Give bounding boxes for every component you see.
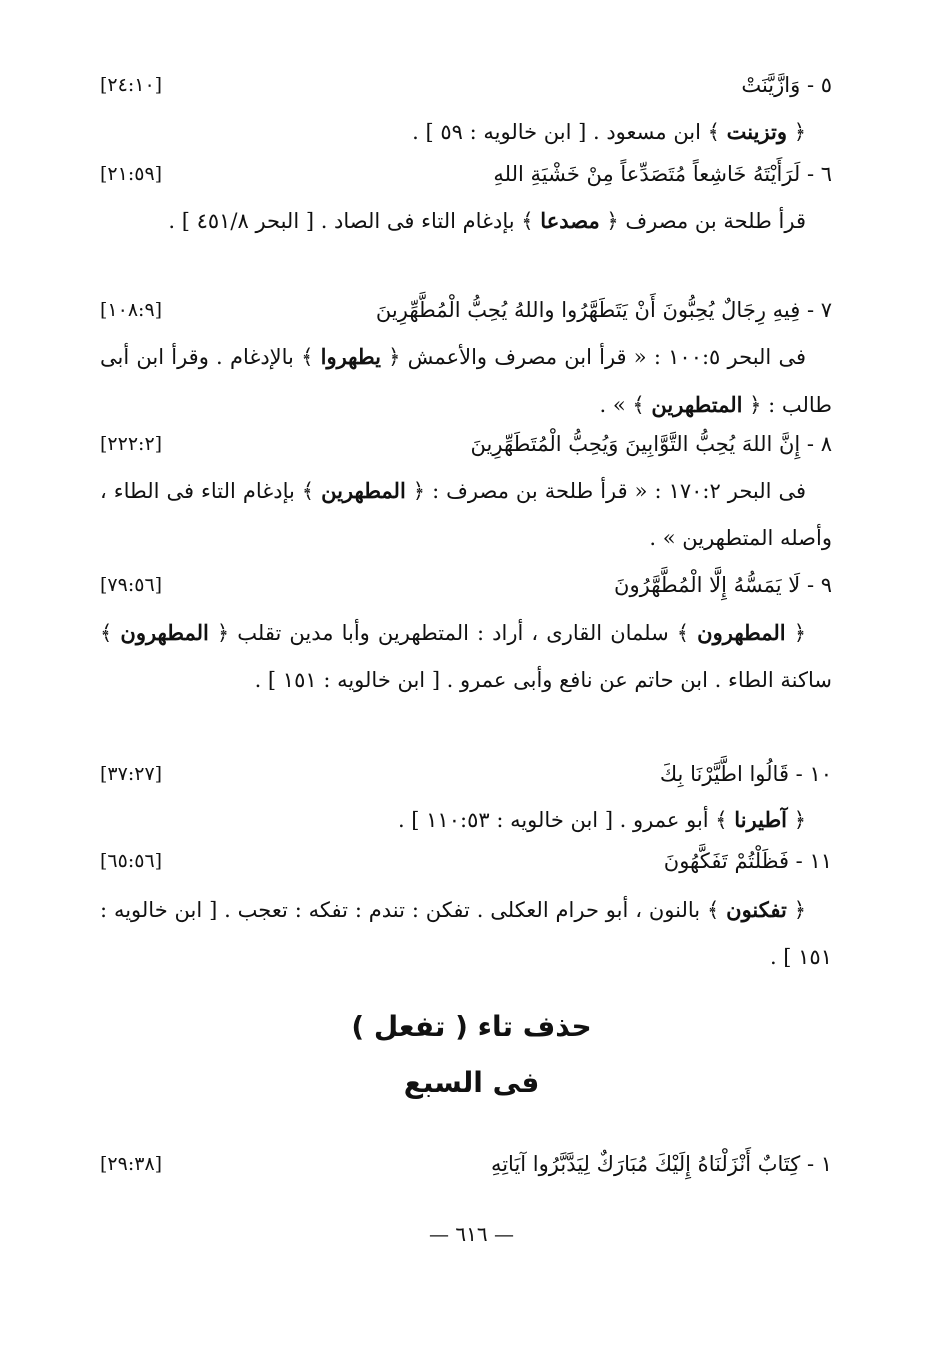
note-9: ﴿ المطهرون ﴾ سلمان القارى ، أراد : المتطهرين وأبا مدين تقلب ﴿ المطهرون ﴾ ساكنة الطاء . ابن حاتم عن نافع وأبى عمرو . [ ابن خالويه : ١٥١ ] .	[100, 620, 832, 692]
verse-line-7	[100, 288, 832, 332]
verse-text: ٧ - فِيهِ رِجَالٌ يُحِبُّونَ أَنْ يَتَطَهَّرُوا واللهُ يُحِبُّ الْمُطَّهِّرِينَ	[375, 298, 832, 322]
note-8: فى البحر ١٧٠:٢ : « قرأ طلحة بن مصرف : ﴿ المطهرين ﴾ بإدغام التاء فى الطاء ، وأصله المتطهرين » .	[100, 478, 832, 550]
note-6: قرأ طلحة بن مصرف ﴿ مصدعا ﴾ بإدغام التاء فى الصاد . [ البحر ٤٥١/٨ ] .	[168, 208, 806, 233]
verse-text: ٩ - لَا يَمَسُّهُ إِلَّا الْمُطَّهَّرُونَ	[614, 573, 832, 597]
verse-reference: [٢٢٢:٢]	[100, 433, 163, 455]
section-subtitle: فى السبع	[403, 1066, 540, 1099]
verse-line-8	[100, 422, 832, 466]
verse-text: ١ - كِتَابٌ أَنْزَلْنَاهُ إِلَيْكَ مُبَارَكٌ لِيَدَّبَّرُوا آيَاتِهِ	[490, 1152, 832, 1176]
verse-text: ٦ - لَرَأَيْتَهُ خَاشِعاً مُتَصَدِّعاً مِنْ خَشْيَةِ اللهِ	[493, 162, 832, 186]
note-10: ﴿ آطيرنا ﴾ أبو عمرو . [ ابن خالويه : ١١٠:٥٣ ] .	[397, 807, 806, 832]
verse-text: ٨ - إِنَّ اللهَ يُحِبُّ التَّوَّابِينَ وَيُحِبُّ الْمُتَطَهِّرِينَ	[470, 432, 832, 456]
verse-reference: [٢٩:٣٨]	[100, 1153, 163, 1175]
verse-reference: [٢٤:١٠]	[100, 74, 163, 96]
verse-reference: [٦٥:٥٦]	[100, 850, 163, 872]
verse-reference: [٧٩:٥٦]	[100, 574, 163, 596]
verse-line-9	[100, 563, 832, 607]
verse-text: ١٠ - قَالُوا اطَّيَّرْنَا بِكَ	[659, 762, 832, 786]
note-7: فى البحر ١٠٠:٥ : « قرأ ابن مصرف والأعمش ﴿ يطهروا ﴾ بالإدغام . وقرأ ابن أبى طالب : ﴿ المتطهرين ﴾ » .	[100, 344, 832, 417]
verse-text: ٥ - وَازَّيَّنَتْ	[741, 73, 832, 97]
verse-line-1	[100, 1142, 832, 1186]
verse-line-11	[100, 839, 832, 883]
verse-line-6	[100, 152, 832, 196]
note-5: ﴿ وتزينت ﴾ ابن مسعود . [ ابن خالويه : ٥٩ ] .	[412, 119, 806, 144]
verse-reference: [١٠٨:٩]	[100, 299, 163, 321]
verse-line-10	[100, 752, 832, 796]
note-11: ﴿ تفكنون ﴾ بالنون ، أبو حرام العكلى . تفكن : تندم : تفكه : تعجب . [ ابن خالويه : ١٥١ ] .	[100, 897, 832, 969]
verse-reference: [٢١:٥٩]	[100, 163, 163, 185]
verse-line-5	[100, 63, 832, 107]
verse-reference: [٣٧:٢٧]	[100, 763, 163, 785]
verse-text: ١١ - فَظَلْتُمْ تَفَكَّهُونَ	[663, 849, 832, 873]
page-number: — ٦١٦ —	[429, 1222, 514, 1246]
section-title: حذف تاء ( تفعل )	[351, 1010, 592, 1043]
